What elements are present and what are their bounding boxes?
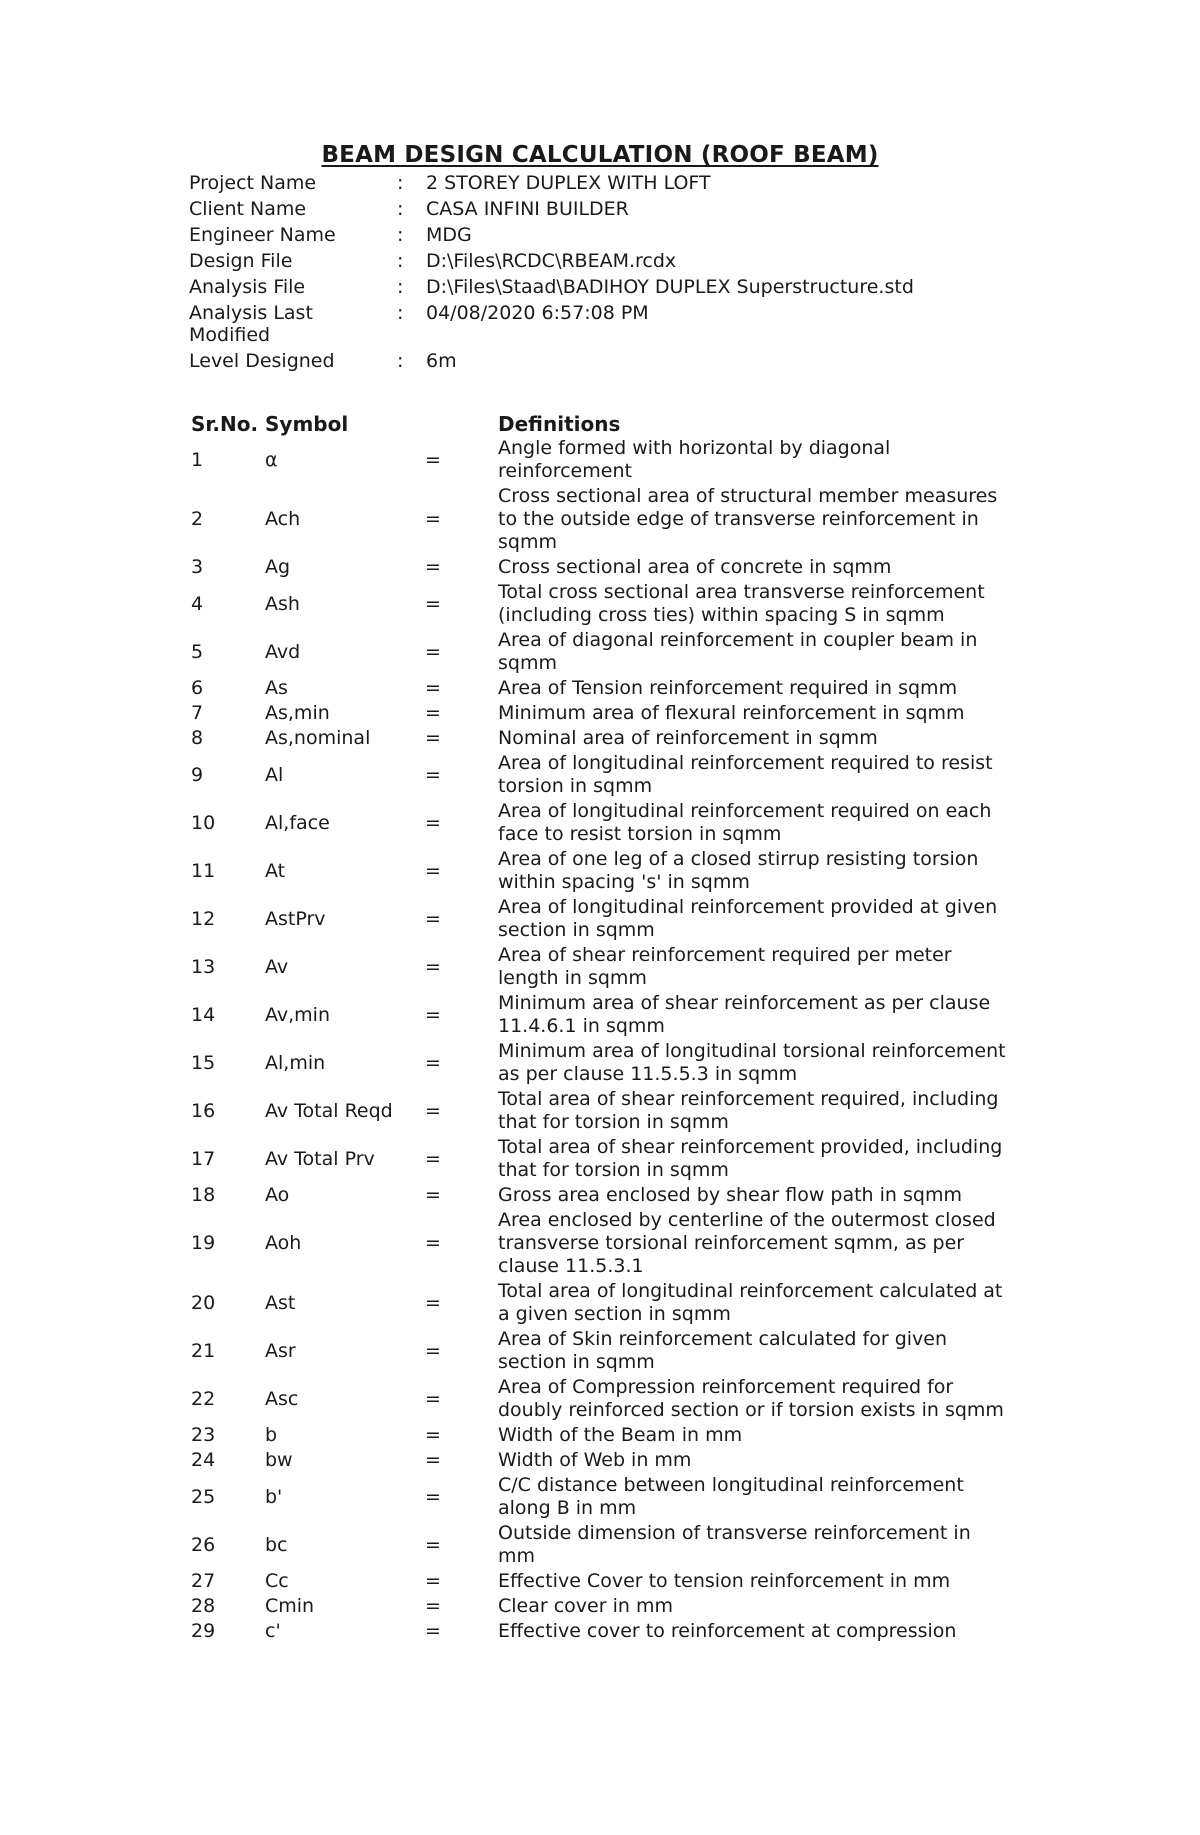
row-number: 16 <box>191 1099 216 1122</box>
row-number: 28 <box>191 1595 216 1617</box>
row-definition: Area of longitudinal reinforcement provided at given section in sqmm <box>498 896 998 941</box>
meta-label: Engineer Name <box>189 224 336 246</box>
row-number: 17 <box>191 1147 216 1170</box>
table-row <box>191 895 1011 943</box>
row-definition: Width of the Beam in mm <box>498 1424 743 1446</box>
table-row <box>191 628 1011 676</box>
table-row <box>191 799 1011 847</box>
row-equals: = <box>425 1232 441 1254</box>
row-equals: = <box>425 811 441 834</box>
meta-colon: : <box>397 350 404 372</box>
row-number: 13 <box>191 955 216 978</box>
row-equals: = <box>425 1533 441 1556</box>
row-definition: Width of Web in mm <box>498 1449 692 1471</box>
meta-label: Analysis Last Modified <box>189 302 313 346</box>
row-definition: Effective cover to reinforcement at compression <box>498 1620 957 1642</box>
row-symbol: bw <box>265 1449 293 1471</box>
row-equals: = <box>425 1449 441 1471</box>
row-equals: = <box>425 556 441 578</box>
table-row <box>191 676 1011 701</box>
header-symbol: Symbol <box>265 412 349 436</box>
row-number: 8 <box>191 727 204 749</box>
row-symbol: As,nominal <box>265 727 371 749</box>
row-equals: = <box>425 702 441 724</box>
table-row <box>191 1279 1011 1327</box>
definitions-table <box>191 408 1011 1644</box>
table-row <box>191 847 1011 895</box>
row-symbol: Av Total Prv <box>265 1147 375 1170</box>
row-equals: = <box>425 1424 441 1446</box>
row-number: 21 <box>191 1339 216 1362</box>
row-definition: Area of Compression reinforcement required for doubly reinforced section or if torsion exists in sqmm <box>498 1376 1004 1421</box>
row-symbol: At <box>265 859 286 882</box>
row-symbol: bc <box>265 1533 288 1556</box>
table-body <box>191 436 1011 1644</box>
table-row <box>191 1594 1011 1619</box>
row-definition: Minimum area of shear reinforcement as per clause 11.4.6.1 in sqmm <box>498 992 991 1037</box>
meta-row <box>189 172 1089 194</box>
row-symbol: Ao <box>265 1184 290 1206</box>
header-sr-no: Sr.No. <box>191 412 259 436</box>
row-symbol: Avd <box>265 640 301 663</box>
row-number: 1 <box>191 448 204 471</box>
row-equals: = <box>425 1003 441 1026</box>
row-number: 22 <box>191 1387 216 1410</box>
table-row <box>191 1183 1011 1208</box>
table-row <box>191 1327 1011 1375</box>
row-symbol: As <box>265 677 288 699</box>
table-row <box>191 1619 1011 1644</box>
row-number: 14 <box>191 1003 216 1026</box>
row-definition: Total area of longitudinal reinforcement calculated at a given section in sqmm <box>498 1280 1003 1325</box>
row-definition: Effective Cover to tension reinforcement in mm <box>498 1570 951 1592</box>
row-definition: Outside dimension of transverse reinforcement in mm <box>498 1522 971 1567</box>
table-row <box>191 1039 1011 1087</box>
meta-row <box>189 224 1089 246</box>
row-number: 5 <box>191 640 204 663</box>
row-definition: Area of diagonal reinforcement in coupler beam in sqmm <box>498 629 978 674</box>
row-symbol: Cc <box>265 1570 289 1592</box>
table-row <box>191 991 1011 1039</box>
meta-value: MDG <box>426 224 472 246</box>
row-equals: = <box>425 1051 441 1074</box>
row-number: 23 <box>191 1424 216 1446</box>
row-symbol: Ag <box>265 556 291 578</box>
meta-row <box>189 350 1089 372</box>
table-row <box>191 1135 1011 1183</box>
row-number: 25 <box>191 1485 216 1508</box>
row-symbol: b' <box>265 1485 283 1508</box>
row-definition: Minimum area of flexural reinforcement in sqmm <box>498 702 965 724</box>
table-row <box>191 701 1011 726</box>
row-definition: Area of Tension reinforcement required in sqmm <box>498 677 958 699</box>
table-row <box>191 580 1011 628</box>
row-number: 2 <box>191 508 204 530</box>
row-definition: Cross sectional area of structural member measures to the outside edge of transverse reinforcement in sqmm <box>498 485 998 553</box>
row-equals: = <box>425 1147 441 1170</box>
meta-row <box>189 250 1089 272</box>
row-symbol: Ash <box>265 592 300 615</box>
row-number: 24 <box>191 1449 216 1471</box>
meta-colon: : <box>397 198 404 220</box>
row-number: 7 <box>191 702 204 724</box>
row-equals: = <box>425 1387 441 1410</box>
table-row <box>191 1087 1011 1135</box>
row-symbol: Asc <box>265 1387 299 1410</box>
row-definition: Cross sectional area of concrete in sqmm <box>498 556 892 578</box>
row-number: 9 <box>191 763 204 786</box>
table-row <box>191 1208 1011 1279</box>
row-equals: = <box>425 677 441 699</box>
row-equals: = <box>425 1184 441 1206</box>
meta-colon: : <box>397 224 404 246</box>
row-equals: = <box>425 1291 441 1314</box>
row-equals: = <box>425 859 441 882</box>
meta-colon: : <box>397 172 404 194</box>
row-equals: = <box>425 640 441 663</box>
row-symbol: Al,min <box>265 1051 326 1074</box>
meta-value: D:\Files\Staad\BADIHOY DUPLEX Superstructure.std <box>426 276 914 298</box>
meta-label: Client Name <box>189 198 307 220</box>
row-number: 6 <box>191 677 204 699</box>
row-symbol: Aoh <box>265 1232 302 1254</box>
row-symbol: Av,min <box>265 1003 330 1026</box>
header-definitions: Definitions <box>498 412 621 436</box>
row-symbol: Al <box>265 763 284 786</box>
table-row <box>191 943 1011 991</box>
row-definition: Area of one leg of a closed stirrup resisting torsion within spacing 's' in sqmm <box>498 848 979 893</box>
row-definition: Area of Skin reinforcement calculated for given section in sqmm <box>498 1328 948 1373</box>
meta-value: CASA INFINI BUILDER <box>426 198 629 220</box>
row-number: 27 <box>191 1570 216 1592</box>
row-number: 15 <box>191 1051 216 1074</box>
meta-label: Design File <box>189 250 293 272</box>
meta-row <box>189 276 1089 298</box>
meta-label: Analysis File <box>189 276 306 298</box>
row-definition: Angle formed with horizontal by diagonal reinforcement <box>498 437 891 482</box>
row-symbol: AstPrv <box>265 907 326 930</box>
row-symbol: Av <box>265 955 289 978</box>
row-equals: = <box>425 1595 441 1617</box>
meta-colon: : <box>397 276 404 298</box>
row-symbol: α <box>265 448 278 471</box>
row-number: 12 <box>191 907 216 930</box>
table-row <box>191 1473 1011 1521</box>
meta-value: D:\Files\RCDC\RBEAM.rcdx <box>426 250 677 272</box>
row-equals: = <box>425 592 441 615</box>
table-row <box>191 1423 1011 1448</box>
row-number: 10 <box>191 811 216 834</box>
meta-value: 2 STOREY DUPLEX WITH LOFT <box>426 172 711 194</box>
row-symbol: b <box>265 1424 278 1446</box>
table-row <box>191 1448 1011 1473</box>
row-symbol: Cmin <box>265 1595 315 1617</box>
row-symbol: Av Total Reqd <box>265 1099 393 1122</box>
row-definition: Nominal area of reinforcement in sqmm <box>498 727 878 749</box>
row-definition: Clear cover in mm <box>498 1595 673 1617</box>
row-symbol: As,min <box>265 702 330 724</box>
row-definition: Total area of shear reinforcement required, including that for torsion in sqmm <box>498 1088 999 1133</box>
row-equals: = <box>425 1099 441 1122</box>
table-row <box>191 436 1011 484</box>
meta-row <box>189 198 1089 220</box>
row-definition: Area of longitudinal reinforcement required to resist torsion in sqmm <box>498 752 993 797</box>
row-number: 11 <box>191 859 216 882</box>
row-equals: = <box>425 1485 441 1508</box>
meta-label: Level Designed <box>189 350 335 372</box>
meta-row <box>189 302 1089 346</box>
row-definition: Area of shear reinforcement required per meter length in sqmm <box>498 944 952 989</box>
row-definition: Minimum area of longitudinal torsional reinforcement as per clause 11.5.5.3 in sqmm <box>498 1040 1006 1085</box>
table-row <box>191 751 1011 799</box>
table-row <box>191 555 1011 580</box>
meta-label: Project Name <box>189 172 317 194</box>
row-number: 29 <box>191 1620 216 1642</box>
row-equals: = <box>425 727 441 749</box>
row-equals: = <box>425 907 441 930</box>
row-equals: = <box>425 448 441 471</box>
row-equals: = <box>425 508 441 530</box>
row-definition: Area enclosed by centerline of the outermost closed transverse torsional reinforcement sqmm, as per clause 11.5.3.1 <box>498 1209 996 1277</box>
row-definition: Total area of shear reinforcement provided, including that for torsion in sqmm <box>498 1136 1003 1181</box>
row-number: 19 <box>191 1232 216 1254</box>
row-symbol: Ach <box>265 508 301 530</box>
row-symbol: c' <box>265 1620 281 1642</box>
meta-colon: : <box>397 302 404 324</box>
row-symbol: Asr <box>265 1339 296 1362</box>
row-number: 4 <box>191 592 204 615</box>
row-number: 20 <box>191 1291 216 1314</box>
row-number: 18 <box>191 1184 216 1206</box>
row-symbol: Ast <box>265 1291 296 1314</box>
row-definition: Area of longitudinal reinforcement required on each face to resist torsion in sqmm <box>498 800 992 845</box>
table-row <box>191 1569 1011 1594</box>
meta-value: 6m <box>426 350 457 372</box>
meta-colon: : <box>397 250 404 272</box>
row-definition: Gross area enclosed by shear flow path in sqmm <box>498 1184 962 1206</box>
row-equals: = <box>425 955 441 978</box>
table-row <box>191 1521 1011 1569</box>
row-equals: = <box>425 1620 441 1642</box>
table-row <box>191 484 1011 555</box>
table-header <box>191 408 1011 436</box>
row-definition: C/C distance between longitudinal reinforcement along B in mm <box>498 1474 964 1519</box>
table-row <box>191 726 1011 751</box>
row-equals: = <box>425 1339 441 1362</box>
row-equals: = <box>425 763 441 786</box>
row-number: 3 <box>191 556 204 578</box>
row-equals: = <box>425 1570 441 1592</box>
row-symbol: Al,face <box>265 811 330 834</box>
table-row <box>191 1375 1011 1423</box>
row-definition: Total cross sectional area transverse reinforcement (including cross ties) within spacing S in sqmm <box>498 581 985 626</box>
project-info <box>189 172 1089 376</box>
row-number: 26 <box>191 1533 216 1556</box>
meta-value: 04/08/2020 6:57:08 PM <box>426 302 649 324</box>
document-title: BEAM DESIGN CALCULATION (ROOF BEAM) <box>321 142 879 168</box>
